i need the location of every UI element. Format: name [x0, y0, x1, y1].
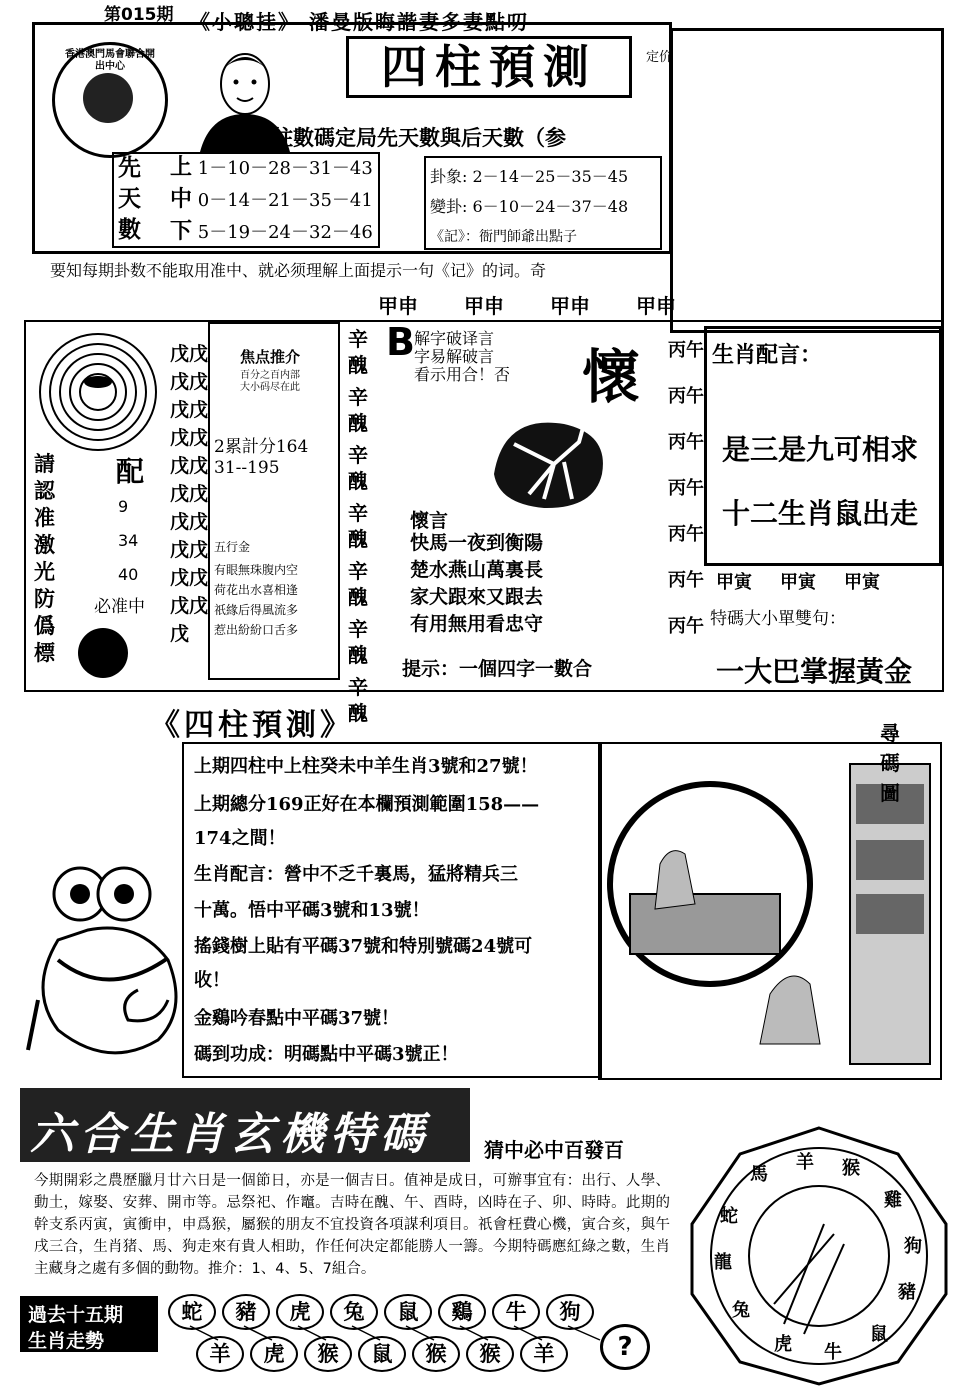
- xinchou-char: 辛: [348, 675, 368, 699]
- jiashen-item: 甲申: [636, 294, 676, 318]
- wheel-animal: 狗: [904, 1236, 922, 1257]
- xunma-char: 碼: [880, 751, 900, 775]
- wheel-animal: 虎: [774, 1334, 792, 1355]
- focus-poem: [214, 560, 298, 640]
- jiashen-item: 甲申: [550, 294, 590, 318]
- pei-numbers: [118, 490, 138, 592]
- seal-stamp: [52, 42, 168, 158]
- pei-number: 34: [118, 531, 139, 550]
- xinchou-char: 醜: [348, 527, 368, 551]
- xunma-char: 圖: [880, 781, 900, 805]
- special-phrase: 一大巴掌握黃金: [716, 655, 913, 688]
- wheel-animal: 猴: [842, 1158, 860, 1179]
- trend-pill: 兔: [330, 1294, 378, 1330]
- xiantian-row-upper: [170, 152, 373, 184]
- special-label: 特碼大小單雙句：: [710, 609, 846, 629]
- wuwu-column-2: [170, 354, 208, 634]
- wuwu-item: 戊戊: [170, 595, 209, 617]
- review-line: 上期總分169正好在本欄預測範圍158——: [194, 794, 540, 815]
- slogan: 猜中必中百發百: [484, 1138, 624, 1162]
- gua-lines: [430, 162, 628, 252]
- review-line: 金鷄吟春點中平碼37號！: [194, 1008, 400, 1029]
- wheel-animal: 豬: [898, 1282, 916, 1303]
- poem-line: 荷花出水喜相逢: [214, 583, 299, 597]
- target-graphic: [36, 330, 160, 454]
- poem-line: 惹出紛紛口舌多: [214, 623, 299, 637]
- daily-paragraph: 今期開彩之農歷臘月廿六日是一個節日，亦是一個吉日。值神是成日，可辦事宜有：出行、人學、動土，嫁娶、安葬、開市等。忌祭祀、作竈。吉時在醜、午、酉時，凶時在子、卯、時時。此期的幹支系丙寅，寅衝申，申爲猴，屬猴的朋友不宜投資各項謀利項目。祇會枉費心機，寅合亥，與午戌三合，生肖猪、馬、狗走來有貴人相助，作任何决定都能勝人一籌。今期特碼應紅綠之數，生肖主藏身之處有多個的動物。推介：1、4、5、7組合。: [34, 1173, 670, 1277]
- xinchou-column: [348, 326, 368, 726]
- vertical-char: 標: [34, 640, 55, 665]
- trend-label-2: 生肖走勢: [28, 1330, 105, 1352]
- seal-text: 香港澳門馬會聯合開出中心: [65, 49, 155, 72]
- trend-pill: 羊: [520, 1336, 568, 1372]
- vertical-char: 請: [34, 451, 55, 476]
- gua-label: 變卦:: [430, 197, 468, 216]
- wheel-animal: 蛇: [720, 1206, 738, 1227]
- focus-score2: 31--195: [214, 458, 280, 478]
- trend-pill: 猴: [412, 1336, 460, 1372]
- zodiac-wheel: [684, 1124, 954, 1388]
- blank-ad-box: [670, 28, 944, 333]
- anti-fake-vertical: [34, 450, 55, 666]
- xunma-char: 尋: [880, 721, 900, 745]
- seal-inner: [83, 73, 133, 123]
- riddle-illustration: [484, 404, 614, 514]
- xiantian-row-lower: [170, 216, 373, 248]
- page-title: 四柱預測: [381, 40, 597, 94]
- xinchou-char: 辛: [348, 443, 368, 467]
- xiantian-char: 先: [118, 154, 141, 181]
- gua-ji: 《記》：衙門師爺出點子: [430, 229, 577, 245]
- wuwu-item: 戊戊: [170, 343, 209, 365]
- bizhun-text: 必准中: [94, 597, 145, 617]
- focus-title: 焦点推介: [240, 348, 301, 366]
- row-nums: 0－14－21－35－41: [197, 190, 373, 211]
- trend-pill: 狗: [546, 1294, 594, 1330]
- row-nums: 1－10－28－31－43: [197, 158, 373, 179]
- zodiac-words-title: 生肖配言：: [712, 343, 823, 368]
- focus-sub1: 百分之百内部: [240, 370, 300, 381]
- jiashen-row: [378, 290, 676, 319]
- review-line: 上期四柱中上柱癸未中羊生肖3號和27號！: [194, 756, 538, 777]
- wuwu-item: 戊戊: [170, 483, 209, 505]
- trend-pill: 虎: [250, 1336, 298, 1372]
- wuwu-item: 戊戊: [170, 455, 209, 477]
- xunma-vertical: [880, 718, 900, 808]
- bottom-banner-text: 六合生肖玄機特碼: [30, 1109, 430, 1160]
- verse-line: 家犬跟來又跟去: [410, 586, 544, 608]
- wuwu-item: 戊戊: [170, 427, 209, 449]
- jiashen-item: 甲申: [378, 294, 418, 318]
- vertical-char: 激: [34, 532, 55, 557]
- focus-score1: 2累計分164: [214, 437, 309, 457]
- review-line: 收！: [194, 970, 230, 991]
- xiantian-char: 數: [118, 216, 141, 243]
- bingwu-item: 丙午: [668, 340, 704, 361]
- wuwu-item: 戊戊: [170, 539, 209, 561]
- xiantian-label: [118, 152, 141, 245]
- review-line: 十萬。悟中平碼3號和13號！: [194, 900, 430, 921]
- section2-title: 《四柱預測》: [150, 708, 354, 743]
- black-dot: [78, 628, 128, 678]
- wuwu-item: 戊: [170, 623, 190, 645]
- xiantian-row-middle: [170, 184, 373, 216]
- xiantian-rows: [170, 152, 373, 248]
- verse-line: 有用無用看忠守: [410, 613, 544, 635]
- trend-label-1: 過去十五期: [28, 1304, 124, 1326]
- xiantian-char: 天: [118, 185, 141, 212]
- gua-value: 6－10－24－37－48: [472, 197, 629, 216]
- jiayin-item: 甲寅: [716, 572, 752, 593]
- subtitle: 柱數碼定局先天數與后天數（参: [272, 125, 566, 150]
- verse: [410, 530, 543, 638]
- trend-pill: 鷄: [438, 1294, 486, 1330]
- row-pos: 上: [170, 154, 193, 180]
- vertical-char: 僞: [34, 613, 55, 638]
- trend-pill: 豬: [222, 1294, 270, 1330]
- riddle-hint: 提示：一個四字一數合: [402, 658, 593, 680]
- jiashen-item: 甲申: [464, 294, 504, 318]
- issue-number: 第015期: [104, 5, 174, 25]
- bingwu-item: 丙午: [668, 432, 704, 453]
- wuwu-item: 戊戊: [170, 399, 209, 421]
- vertical-char: 防: [34, 586, 55, 611]
- riddle-lines: [414, 330, 510, 384]
- cartoon-mascot: [18, 850, 198, 1080]
- wheel-animal: 龍: [714, 1252, 732, 1273]
- review-line: 搖錢樹上貼有平碼37號和特別號碼24號可: [194, 936, 533, 957]
- trend-connector-lines: [160, 1290, 620, 1380]
- trend-pill: 猴: [304, 1336, 352, 1372]
- review-line: 174之間！: [194, 828, 286, 849]
- wheel-animal: 兔: [732, 1300, 750, 1321]
- poem-line: 有眼無珠腹内空: [214, 563, 299, 577]
- xinchou-char: 辛: [348, 385, 368, 409]
- pei-number: 40: [118, 565, 139, 584]
- trend-pill: 虎: [276, 1294, 324, 1330]
- trend-pill: 羊: [196, 1336, 244, 1372]
- bingwu-item: 丙午: [668, 524, 704, 545]
- gua-benxiang: [430, 162, 628, 192]
- riddle-big-char: 懷: [582, 343, 641, 411]
- bingwu-item: 丙午: [668, 570, 704, 591]
- xinchou-char: 醜: [348, 701, 368, 725]
- wuwu-item: 戊戊: [170, 511, 209, 533]
- riddle-tag: B: [386, 320, 415, 364]
- price-label: 定价: [646, 50, 673, 65]
- verse-line: 快馬一夜到衡陽: [410, 532, 544, 554]
- trend-pill: 猴: [466, 1336, 514, 1372]
- poem-line: 祇緣后得風流多: [214, 603, 299, 617]
- pei-number: 9: [118, 497, 129, 516]
- xinchou-char: 醜: [348, 469, 368, 493]
- gua-biangua: [430, 192, 628, 222]
- xinchou-char: 醜: [348, 643, 368, 667]
- riddle-line: 字易解破言: [414, 347, 495, 366]
- xinchou-char: 辛: [348, 617, 368, 641]
- jiayin-item: 甲寅: [844, 572, 880, 593]
- trend-question-mark: ?: [600, 1324, 650, 1370]
- bingwu-item: 丙午: [668, 386, 704, 407]
- review-line: 碼到功成：明碼點中平碼3號正！: [194, 1044, 459, 1065]
- xinchou-char: 醜: [348, 411, 368, 435]
- focus-sub2: 大小码尽在此: [240, 382, 300, 393]
- bingwu-column: [668, 328, 704, 650]
- trend-pill: 蛇: [168, 1294, 216, 1330]
- jiayin-row: [716, 568, 880, 594]
- row-nums: 5－19－24－32－46: [197, 222, 373, 243]
- gua-value: 2－14－25－35－45: [472, 167, 629, 186]
- wuwu-item: 戊戊: [170, 567, 209, 589]
- trend-pill: 鼠: [384, 1294, 432, 1330]
- xinchou-char: 辛: [348, 327, 368, 351]
- notice-text: 要知每期卦数不能取用准中、就必须理解上面提示一句《记》的词。奇: [50, 261, 547, 280]
- xinchou-char: 辛: [348, 501, 368, 525]
- xinchou-char: 醜: [348, 585, 368, 609]
- wheel-animal: 羊: [796, 1152, 814, 1173]
- target-rings: [36, 330, 160, 454]
- trend-pill: 鼠: [358, 1336, 406, 1372]
- jiayin-item: 甲寅: [780, 572, 816, 593]
- gua-label: 卦象:: [430, 167, 468, 186]
- wheel-animal: 牛: [824, 1342, 842, 1363]
- zodiac-words-line1: 是三是九可相求: [722, 433, 919, 466]
- verse-title: 懷言: [410, 510, 449, 532]
- wheel-animal: 鼠: [870, 1324, 888, 1345]
- bingwu-item: 丙午: [668, 616, 704, 637]
- review-line: 生肖配言：營中不乏千裏馬，猛將精兵三: [194, 864, 518, 885]
- wuwu-item: 戊戊: [170, 371, 209, 393]
- pei-label: 配: [116, 455, 145, 488]
- masthead: 《小聰挂》 潘曼版晦諧妻多妻點叨: [190, 10, 529, 34]
- trend-pill: 牛: [492, 1294, 540, 1330]
- bingwu-item: 丙午: [668, 478, 704, 499]
- riddle-line: 解字破译言: [414, 329, 495, 348]
- row-pos: 下: [170, 218, 193, 244]
- row-pos: 中: [170, 186, 193, 212]
- wheel-animal: 雞: [884, 1190, 902, 1211]
- riddle-line: 看示用合！否: [414, 365, 511, 384]
- wheel-animal: 馬: [750, 1164, 768, 1185]
- vertical-char: 准: [34, 505, 55, 530]
- vertical-char: 認: [34, 478, 55, 503]
- verse-line: 楚水燕山萬裏長: [410, 559, 544, 581]
- xinchou-char: 辛: [348, 559, 368, 583]
- focus-poem-title: 五行金: [214, 540, 251, 554]
- xinchou-char: 醜: [348, 353, 368, 377]
- vertical-char: 光: [34, 559, 55, 584]
- zodiac-words-line2: 十二生肖鼠出走: [722, 497, 919, 530]
